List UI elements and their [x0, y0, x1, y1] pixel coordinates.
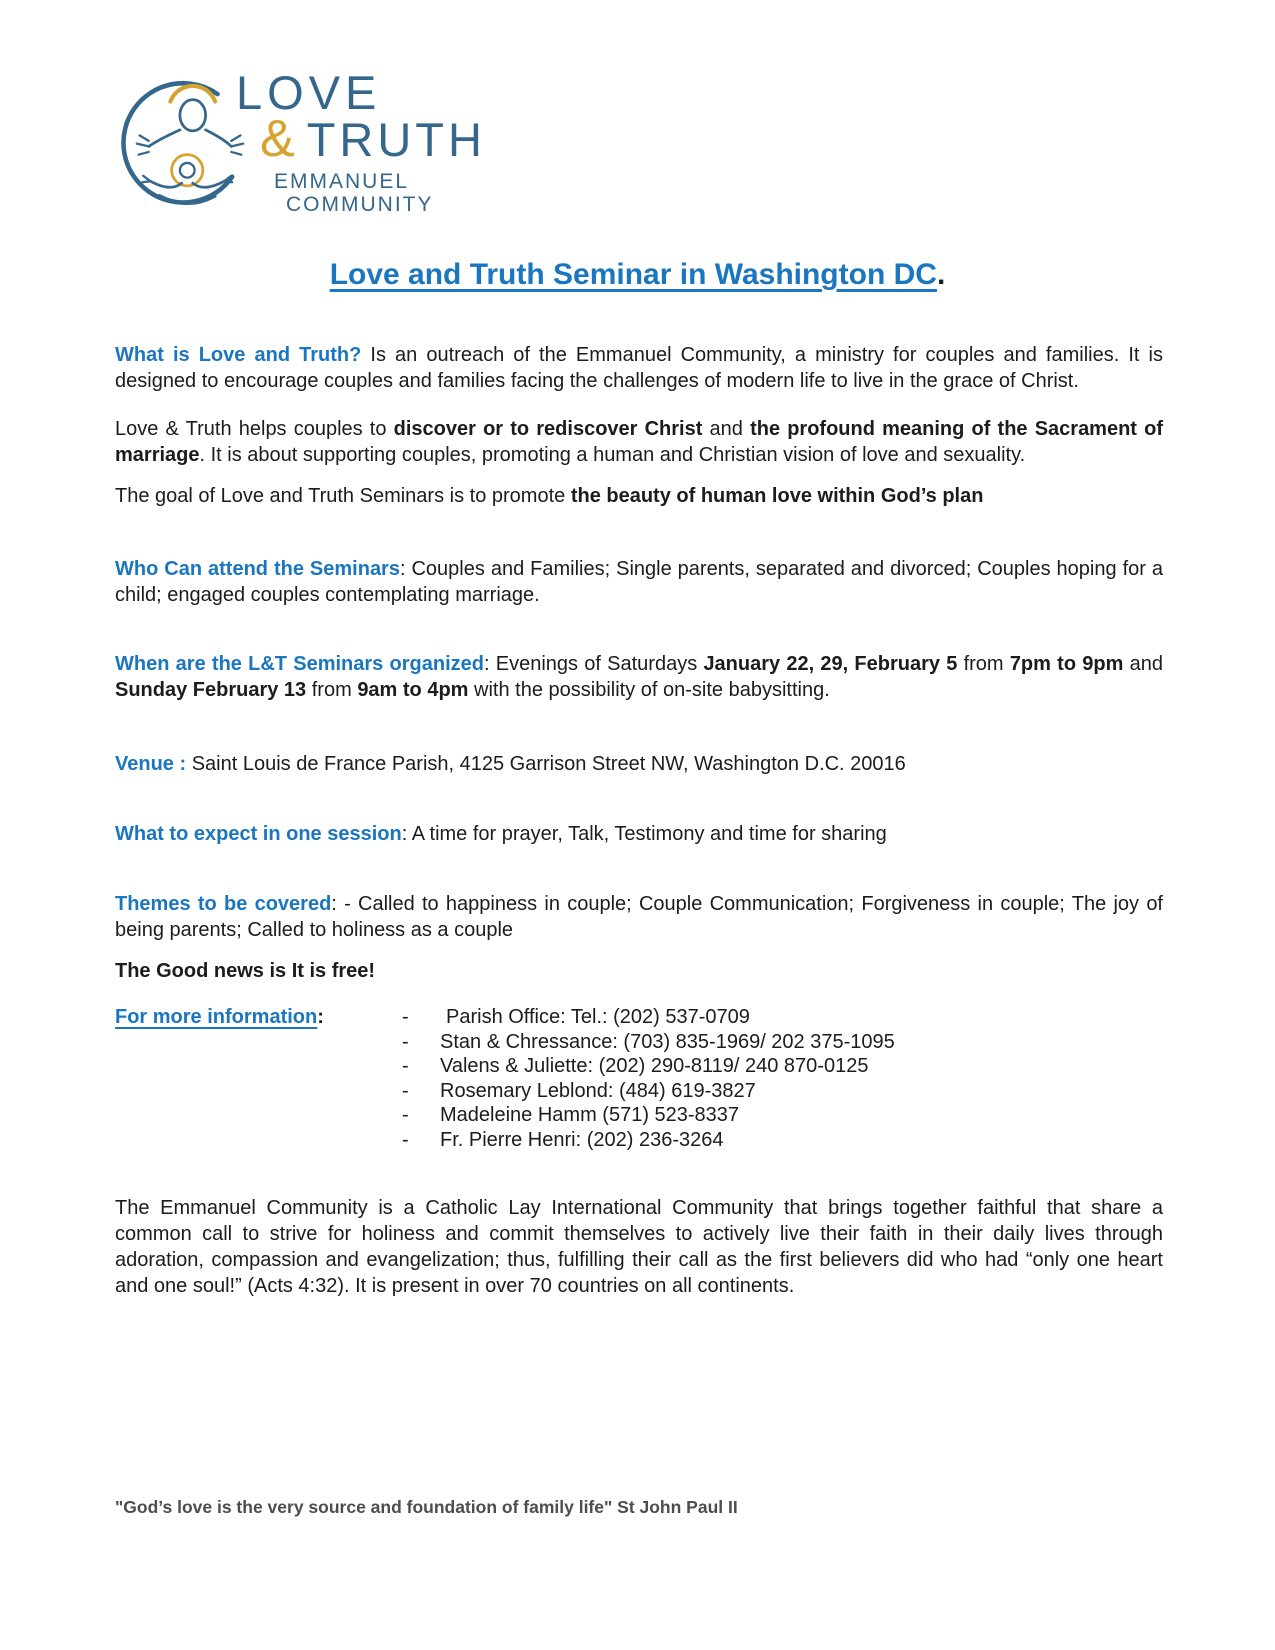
para-when [115, 651, 1163, 703]
logo-ampersand: & [260, 110, 299, 168]
logo-org-community: COMMUNITY [286, 193, 434, 216]
para-helps [115, 416, 1163, 468]
contacts-label-colon: : [317, 1006, 324, 1028]
section-label-venue: Venue : [115, 753, 187, 775]
contact-row-stan-chressance [402, 1030, 1163, 1055]
para-emmanuel-community: The Emmanuel Community is a Catholic Lay International Community that brings together faithful that share a common call to strive for holiness and commit themselves to actively live their faith in their daily lives through adoration, compassion and evangelization; thus, fulfilling their call as the first believers did who had “only one heart and one soul!” (Acts 4:32). It is present in over 70 countries on all continents. [115, 1197, 1163, 1297]
logo-wordmark [236, 66, 486, 216]
logo-word-truth: TRUTH [306, 113, 486, 166]
contact-text: Fr. Pierre Henri: (202) 236-3264 [440, 1128, 724, 1151]
para-goal-r1: the beauty of human love within God’s plan [570, 485, 984, 507]
dash-bullet: - [402, 1079, 409, 1102]
contacts-label-text: For more information [115, 1006, 318, 1028]
para-good-news: The Good news is It is free! [115, 960, 376, 982]
para-helps-r4: . It is about supporting couples, promoting a human and Christian vision of love and sexuality. [199, 444, 1026, 466]
dash-bullet: - [402, 1055, 409, 1077]
para-who [115, 556, 1163, 608]
contact-row-madeleine-hamm [402, 1103, 1163, 1128]
contact-text: Madeleine Hamm (571) 523-8337 [440, 1104, 740, 1126]
para-expect-text: : A time for prayer, Talk, Testimony and time for sharing [401, 823, 887, 845]
section-label-when: When are the L&T Seminars organized [115, 653, 484, 675]
contacts-section [115, 1005, 1163, 1152]
contact-text: Parish Office: Tel.: (202) 537-0709 [446, 1006, 750, 1028]
contacts-label [115, 1005, 402, 1030]
contact-row-valens-juliette [402, 1054, 1163, 1079]
document-body [115, 342, 1163, 1299]
section-label-themes: Themes to be covered [115, 893, 332, 915]
logo-word-love: LOVE [236, 66, 382, 119]
page-title-period: . [936, 258, 946, 291]
section-label-what-is: What is Love and Truth? [115, 344, 362, 366]
dash-bullet: - [402, 1128, 409, 1151]
contact-list [402, 1005, 1163, 1152]
para-themes [115, 891, 1163, 943]
para-helps-r3: the profound meaning of the Sacrament of marriage [115, 418, 1164, 466]
para-helps-r2: and [702, 418, 751, 440]
logo-org-emmanuel: EMMANUEL [274, 170, 410, 193]
para-who-text: : Couples and Families; Single parents, separated and divorced; Couples hoping for a child; engaged couples contemplating marriage. [115, 558, 1163, 606]
para-goal-r0: The goal of Love and Truth Seminars is to promote [115, 485, 571, 507]
para-expect [115, 821, 1163, 847]
contact-text: Valens & Juliette: (202) 290-8119/ 240 870-0125 [440, 1055, 869, 1077]
page-title-text: Love and Truth Seminar in Washington DC [329, 258, 937, 291]
dash-bullet: - [402, 1030, 409, 1053]
para-what-is-text: Is an outreach of the Emmanuel Community, a ministry for couples and families. It is designed to encourage couples and families facing the challenges of modern life to live in the grace of Christ. [115, 344, 1164, 392]
section-label-expect: What to expect in one session [115, 823, 402, 845]
emmanuel-community-logo [112, 62, 532, 227]
contact-row-rosemary-leblond [402, 1079, 1163, 1104]
para-what-is [115, 342, 1163, 394]
contact-row-fr-pierre-henri [402, 1128, 1163, 1153]
para-when-r8: 9am to 4pm [357, 679, 469, 701]
contact-text: Stan & Chressance: (703) 835-1969/ 202 375-1095 [440, 1030, 895, 1053]
logo-word-truth-row [236, 110, 486, 168]
dash-bullet: - [402, 1006, 409, 1028]
para-goal [115, 483, 1163, 509]
para-when-r2: January 22, 29, February 5 [703, 653, 958, 675]
para-when-r5: and [1123, 653, 1163, 675]
para-when-r9: with the possibility of on-site babysitting. [468, 679, 830, 701]
para-helps-r1: discover or to rediscover Christ [393, 418, 703, 440]
para-venue [115, 751, 1163, 777]
dash-bullet: - [402, 1104, 409, 1126]
contact-text: Rosemary Leblond: (484) 619-3827 [440, 1079, 756, 1102]
page-title [0, 258, 1275, 292]
para-helps-r0: Love & Truth helps couples to [115, 418, 394, 440]
para-when-r3: from [957, 653, 1010, 675]
para-when-r7: from [306, 679, 358, 701]
para-when-r4: 7pm to 9pm [1009, 653, 1124, 675]
para-when-r1: : Evenings of Saturdays [483, 653, 704, 675]
section-label-who: Who Can attend the Seminars [115, 558, 400, 580]
para-themes-text: : - Called to happiness in couple; Couple Communication; Forgiveness in couple; The joy of being parents; Called to holiness as a couple [115, 893, 1163, 941]
contact-row-parish-office [402, 1005, 1163, 1030]
para-venue-text: Saint Louis de France Parish, 4125 Garrison Street NW, Washington D.C. 20016 [186, 753, 906, 775]
para-when-r6: Sunday February 13 [115, 679, 307, 701]
footer-quote: "God’s love is the very source and foundation of family life" St John Paul II [115, 1497, 738, 1517]
